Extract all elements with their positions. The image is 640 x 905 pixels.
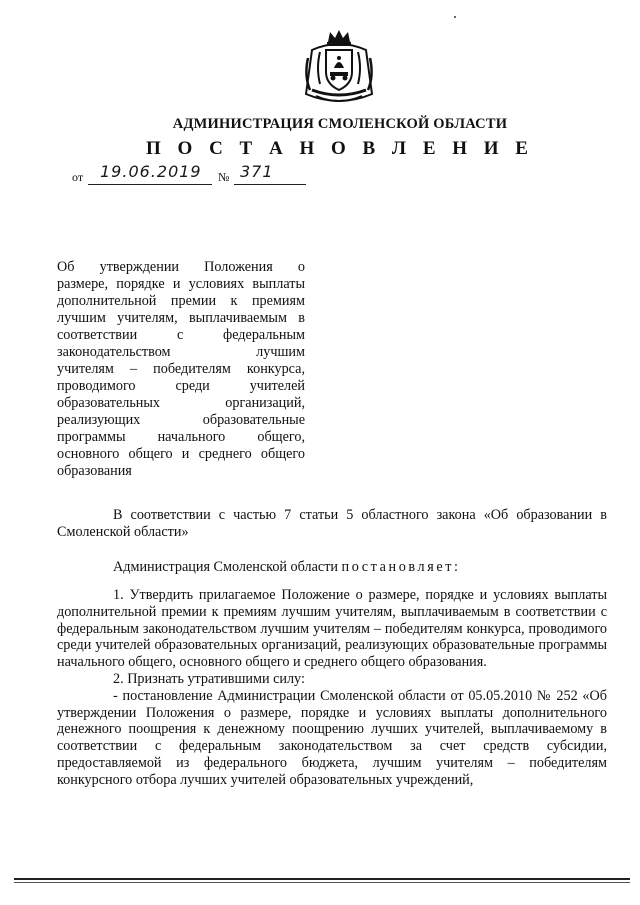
resolves-word: постановляет: (341, 559, 461, 575)
subject-line: основного общего и среднего общего (57, 446, 305, 462)
subject-line: реализующих образовательные (57, 412, 305, 428)
resolves-paragraph (57, 559, 607, 576)
date-label: от (72, 170, 84, 184)
subject-line: проводимого среди учителей (57, 378, 305, 394)
page-bottom-rule (14, 878, 630, 880)
organization-name: АДМИНИСТРАЦИЯ СМОЛЕНСКОЙ ОБЛАСТИ (172, 116, 508, 132)
date-value: 19.06.2019 (100, 162, 202, 181)
item-2-subitem: - постановление Администрации Смоленской области от 05.05.2010 № 252 «Об утверждении Положения о размере, порядке и условиях выплаты дополнительного денежного поощрения к денежному поощрению лучших учителей, выплачиваемому в соответствии с федеральным законодательством за счет средств субсидии, предоставляемой из федерального бюджета, лучшим учителям – победителям конкурсного отбора лучших учителей образовательных учреждений, (57, 687, 607, 788)
number-value: 371 (240, 162, 274, 181)
smolensk-coat-of-arms-icon (302, 28, 376, 108)
document-subject (57, 259, 305, 480)
resolution-items (57, 587, 607, 789)
subject-line: образования (57, 463, 132, 479)
resolves-text (57, 559, 607, 576)
subject-line: размере, порядке и условиях выплаты (57, 276, 305, 292)
resolves-prefix: Администрация Смоленской области (113, 559, 342, 575)
item-2: 2. Признать утратившими силу: (113, 670, 305, 687)
subject-line: лучшим учителям, выплачиваемым в (57, 310, 305, 326)
date-underline (88, 184, 212, 185)
scan-speck (454, 16, 456, 18)
subject-line: Об утверждении Положения о (57, 259, 305, 275)
subject-line: дополнительной премии к премиям (57, 293, 305, 309)
subject-line: образовательных организаций, (57, 395, 305, 411)
item-1: 1. Утвердить прилагаемое Положение о размере, порядке и условиях выплаты дополнительной премии к премиям лучшим учителям, выплачиваемым в соответствии с федеральным законодательством лучшим учителям – победителям конкурса, проводимого среди учителей образовательных организаций, реализующих образовательные программы начального общего, основного общего и среднего общего образования. (57, 587, 607, 671)
subject-line: учителям – победителям конкурса, (57, 361, 305, 377)
document-type-title: П О С Т А Н О В Л Е Н И Е (146, 138, 534, 159)
preamble-text: В соответствии с частью 7 статьи 5 областного закона «Об образовании в Смоленской области» (57, 507, 607, 540)
subject-line: программы начального общего, (57, 429, 305, 445)
subject-line: соответствии с федеральным (57, 327, 305, 343)
preamble-paragraph (57, 507, 607, 541)
number-underline (234, 184, 306, 185)
page-bottom-rule-thin (14, 882, 630, 883)
number-label: № (218, 170, 230, 184)
subject-line: законодательством лучшим (57, 344, 305, 360)
